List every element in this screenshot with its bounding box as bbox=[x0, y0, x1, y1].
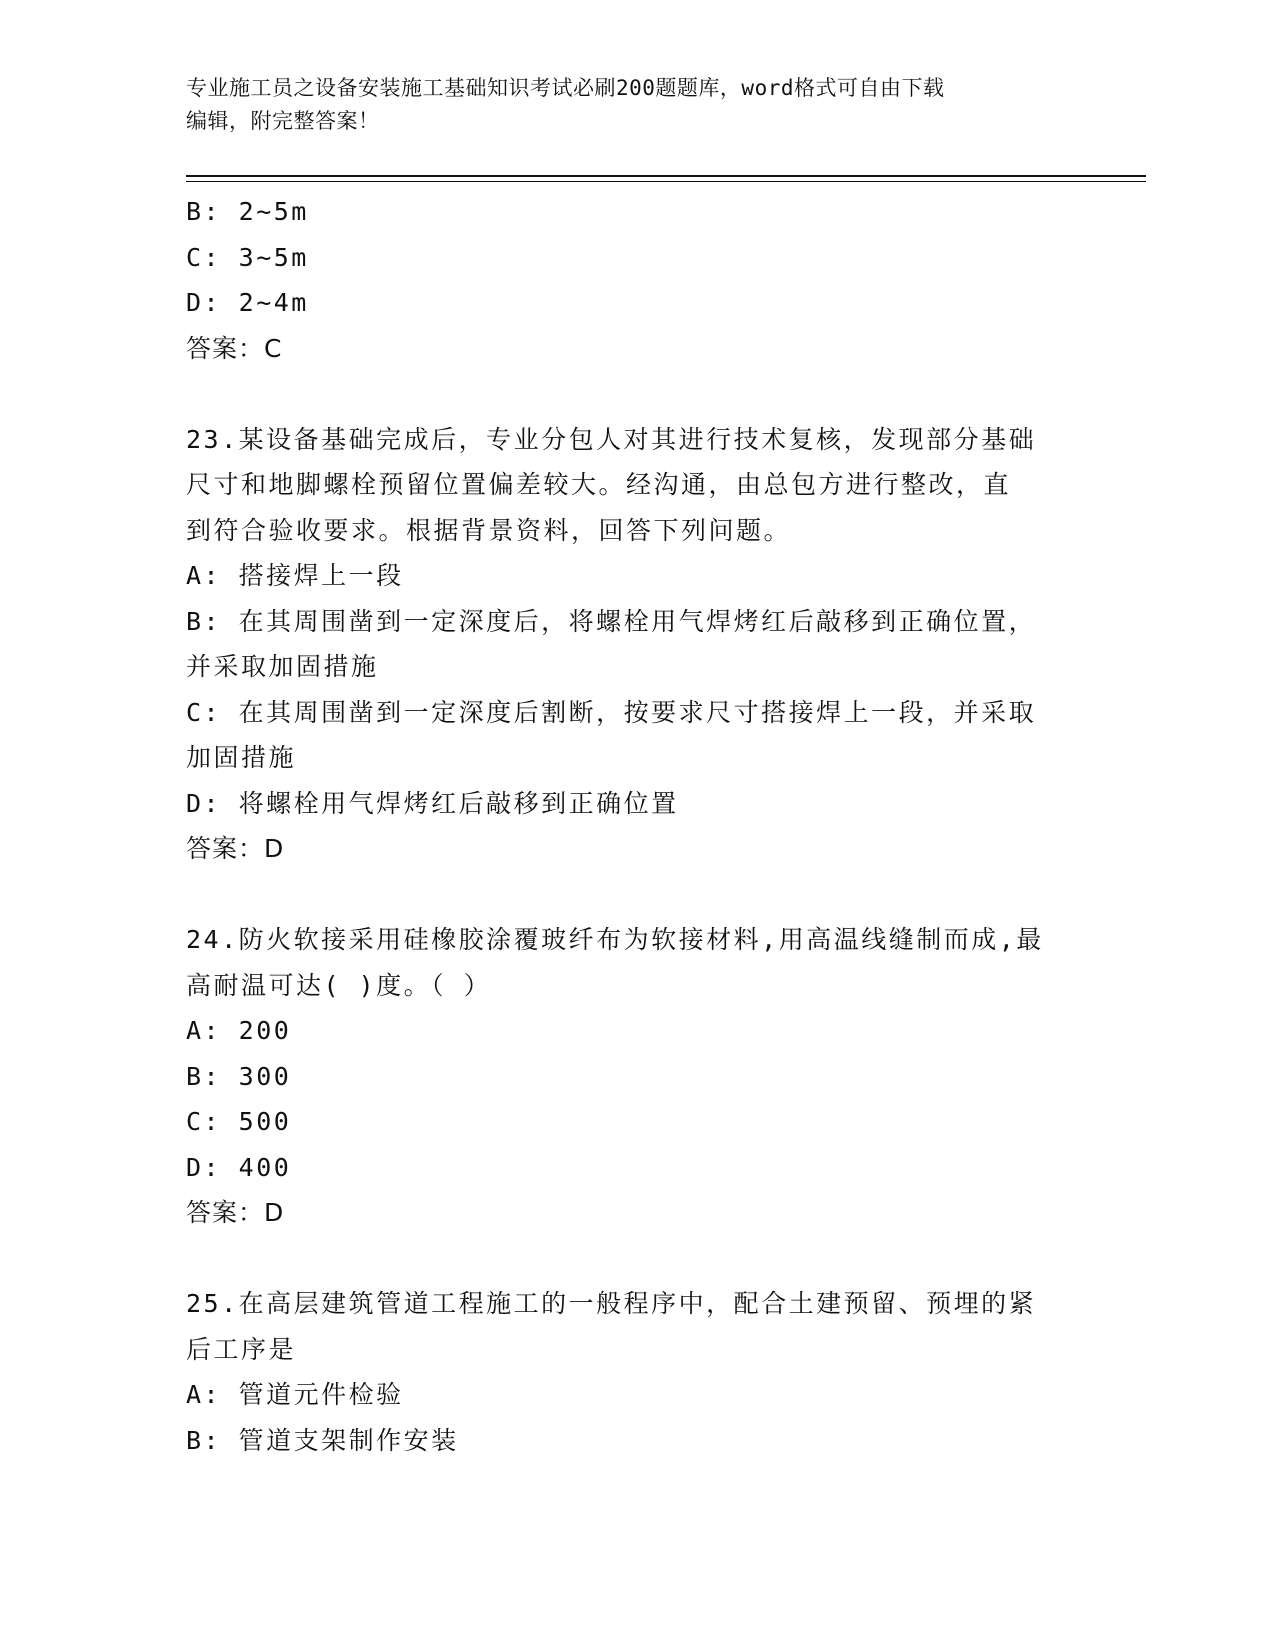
option-c: C: 3~5m bbox=[186, 242, 309, 272]
question-stem-line: 到符合验收要求。根据背景资料，回答下列问题。 bbox=[186, 515, 792, 545]
option-a: A: 搭接焊上一段 bbox=[186, 561, 404, 590]
option-c: C: 在其周围凿到一定深度后割断，按要求尺寸搭接焊上一段，并采取 bbox=[186, 697, 1037, 727]
question-23 bbox=[186, 417, 1086, 872]
option-b-continued: 并采取加固措施 bbox=[186, 652, 379, 681]
option-b: B: 管道支架制作安装 bbox=[186, 1425, 459, 1455]
spacer bbox=[186, 872, 1086, 918]
option-d: D: 将螺栓用气焊烤红后敲移到正确位置 bbox=[186, 788, 679, 818]
header-divider-thick bbox=[186, 175, 1146, 177]
question-22 bbox=[186, 189, 1086, 371]
option-a: A: 管道元件检验 bbox=[186, 1380, 404, 1409]
document-header bbox=[186, 72, 1066, 138]
header-line-2: 编辑，附完整答案！ bbox=[186, 109, 380, 133]
header-line-1: 专业施工员之设备安装施工基础知识考试必刷200题题库，word格式可自由下载 bbox=[186, 76, 945, 100]
answer-label: 答案：D bbox=[186, 1198, 285, 1227]
question-list bbox=[186, 189, 1086, 1463]
question-24 bbox=[186, 917, 1086, 1236]
header-divider-thin bbox=[186, 181, 1146, 182]
option-b: B: 在其周围凿到一定深度后，将螺栓用气焊烤红后敲移到正确位置， bbox=[186, 606, 1037, 636]
question-stem-line: 24.防火软接采用硅橡胶涂覆玻纤布为软接材料,用高温线缝制而成,最 bbox=[186, 925, 1044, 954]
question-stem-line: 高耐温可达( )度。（ ） bbox=[186, 970, 492, 1000]
question-stem-line: 后工序是 bbox=[186, 1334, 297, 1364]
spacer bbox=[186, 371, 1086, 417]
question-stem-line: 23.某设备基础完成后，专业分包人对其进行技术复核，发现部分基础 bbox=[186, 424, 1037, 454]
option-b: B: 2~5m bbox=[186, 197, 309, 226]
question-25 bbox=[186, 1281, 1086, 1463]
option-a: A: 200 bbox=[186, 1016, 292, 1045]
option-c: C: 500 bbox=[186, 1107, 292, 1136]
option-c-continued: 加固措施 bbox=[186, 743, 297, 772]
option-d: D: 2~4m bbox=[186, 288, 309, 317]
answer-label: 答案：C bbox=[186, 333, 283, 363]
question-stem-line: 25.在高层建筑管道工程施工的一般程序中，配合土建预留、预埋的紧 bbox=[186, 1289, 1037, 1318]
answer-label: 答案：D bbox=[186, 834, 285, 863]
option-b: B: 300 bbox=[186, 1061, 292, 1091]
spacer bbox=[186, 1236, 1086, 1282]
question-stem-line: 尺寸和地脚螺栓预留位置偏差较大。经沟通，由总包方进行整改，直 bbox=[186, 470, 1012, 499]
option-d: D: 400 bbox=[186, 1152, 292, 1182]
